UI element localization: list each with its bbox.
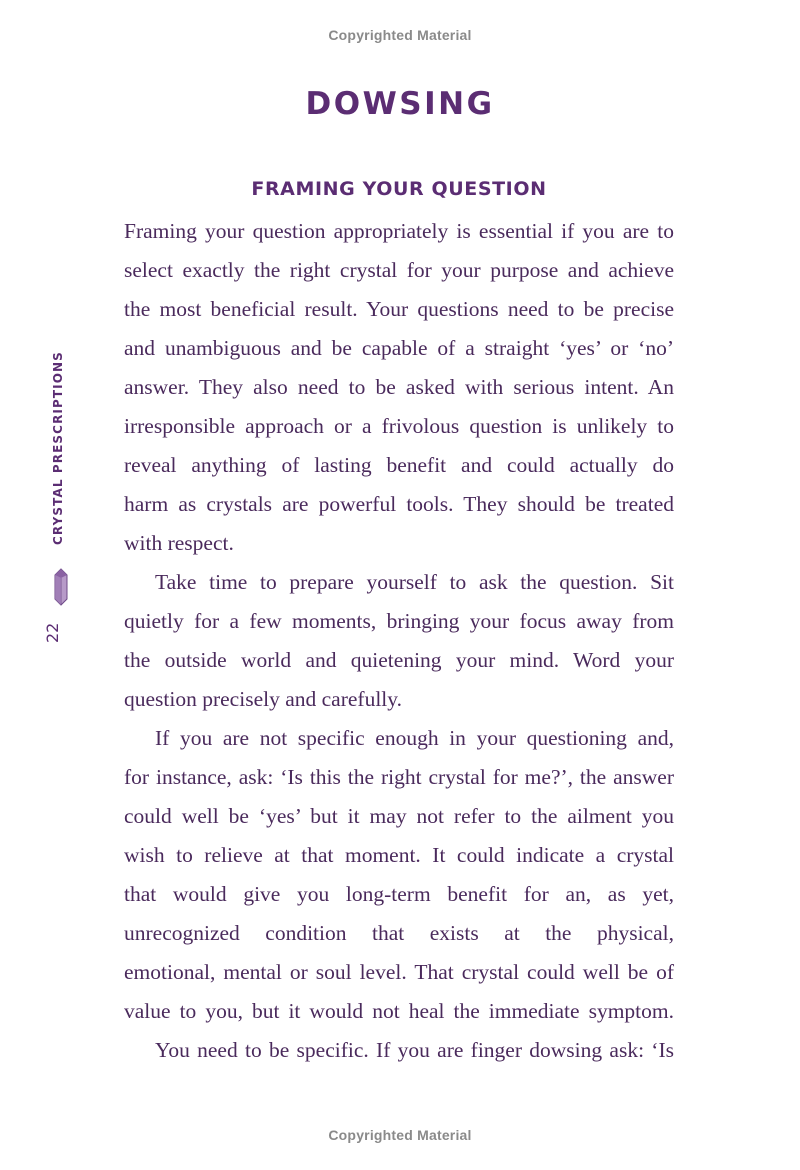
body-line: and unambiguous and be capable of a straight ‘yes’ or ‘no’ <box>124 336 674 360</box>
body-line: with respect. <box>124 531 234 555</box>
copyright-watermark-bottom: Copyrighted Material <box>328 1127 472 1143</box>
body-line: irresponsible approach or a frivolous question is unlikely to <box>124 414 674 438</box>
body-line: that would give you long-term benefit for an, as yet, <box>124 882 674 906</box>
body-line: wish to relieve at that moment. It could indicate a crystal <box>124 843 674 867</box>
body-line: If you are not specific enough in your questioning and, <box>155 726 674 750</box>
body-line: quietly for a few moments, bringing your focus away from <box>124 609 674 633</box>
body-line: question precisely and carefully. <box>124 687 402 711</box>
body-line: answer. They also need to be asked with serious intent. An <box>124 375 674 399</box>
body-line: could well be ‘yes’ but it may not refer to the ailment you <box>124 804 674 828</box>
section-heading: FRAMING YOUR QUESTION <box>251 178 547 200</box>
body-line: reveal anything of lasting benefit and could actually do <box>124 453 674 477</box>
body-line: emotional, mental or soul level. That crystal could well be of <box>124 960 674 984</box>
copyright-watermark-top: Copyrighted Material <box>328 27 472 43</box>
body-text <box>124 212 674 1070</box>
body-line: select exactly the right crystal for your purpose and achieve <box>124 258 674 282</box>
body-line: unrecognized condition that exists at the physical, <box>124 921 674 945</box>
body-line: Framing your question appropriately is essential if you are to <box>124 219 674 243</box>
body-line: for instance, ask: ‘Is this the right crystal for me?’, the answer <box>124 765 674 789</box>
body-line: the outside world and quietening your mind. Word your <box>124 648 674 672</box>
body-line: value to you, but it would not heal the immediate symptom. <box>124 999 674 1023</box>
page-number: 22 <box>43 622 62 643</box>
body-line: harm as crystals are powerful tools. They should be treated <box>124 492 674 516</box>
body-line: You need to be specific. If you are finger dowsing ask: ‘Is <box>155 1038 674 1062</box>
chapter-title: DOWSING <box>305 86 495 122</box>
body-line: the most beneficial result. Your questions need to be precise <box>124 297 674 321</box>
crystal-icon <box>51 568 71 606</box>
body-line: Take time to prepare yourself to ask the question. Sit <box>155 570 674 594</box>
running-head: CRYSTAL PRESCRIPTIONS <box>51 351 65 545</box>
